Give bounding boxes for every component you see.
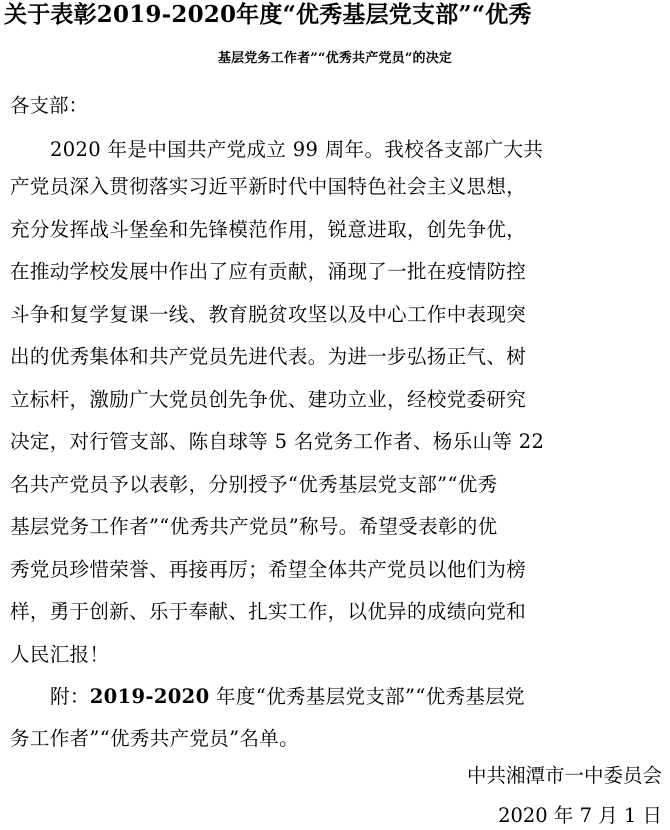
document-title-line-1: 关于表彰2019-2020年度“优秀基层党支部”“优秀 <box>4 1 532 28</box>
body-line: 名共产党员予以表彰，分别授予“优秀基层党支部”“优秀 <box>10 473 498 496</box>
body-line: 产党员深入贯彻落实习近平新时代中国特色社会主义思想， <box>10 175 527 198</box>
body-line: 在推动学校发展中作出了应有贡献，涌现了一批在疫情防控 <box>10 260 527 283</box>
document-title-line-2: 基层党务工作者”“优秀共产党员”的决定 <box>217 51 453 66</box>
signature-organization: 中共湘潭市一中委员会 <box>466 764 662 787</box>
attachment-line-2: 务工作者”“优秀共产党员”名单。 <box>10 727 300 750</box>
attachment-years: 2019-2020 <box>89 685 210 708</box>
body-line: 秀党员珍惜荣誉、再接再厉；希望全体共产党员以他们为榜 <box>10 558 527 581</box>
body-line: 基层党务工作者”“优秀共产党员”称号。希望受表彰的优 <box>10 515 498 538</box>
attachment-prefix: 附： <box>50 685 90 708</box>
body-line: 人民汇报！ <box>10 643 110 666</box>
attachment-line <box>50 683 525 711</box>
body-line: 出的优秀集体和共产党员先进代表。为进一步弘扬正气、树 <box>10 345 527 368</box>
signature-date: 2020 年 7 月 1 日 <box>498 804 662 827</box>
body-line: 2020 年是中国共产党成立 99 周年。我校各支部广大共 <box>50 138 544 161</box>
body-line: 立标杆，激励广大党员创先争优、建功立业，经校党委研究 <box>10 388 527 411</box>
body-line: 样，勇于创新、乐于奉献、扎实工作，以优异的成绩向党和 <box>10 600 527 623</box>
body-line: 斗争和复学复课一线、教育脱贫攻坚以及中心工作中表现突 <box>10 303 527 326</box>
body-line: 充分发挥战斗堡垒和先锋模范作用，锐意进取，创先争优， <box>10 218 527 241</box>
body-line: 决定，对行管支部、陈自球等 5 名党务工作者、杨乐山等 22 <box>10 430 545 453</box>
attachment-text: 年度“优秀基层党支部”“优秀基层党 <box>209 685 525 708</box>
salutation: 各支部： <box>10 94 89 117</box>
